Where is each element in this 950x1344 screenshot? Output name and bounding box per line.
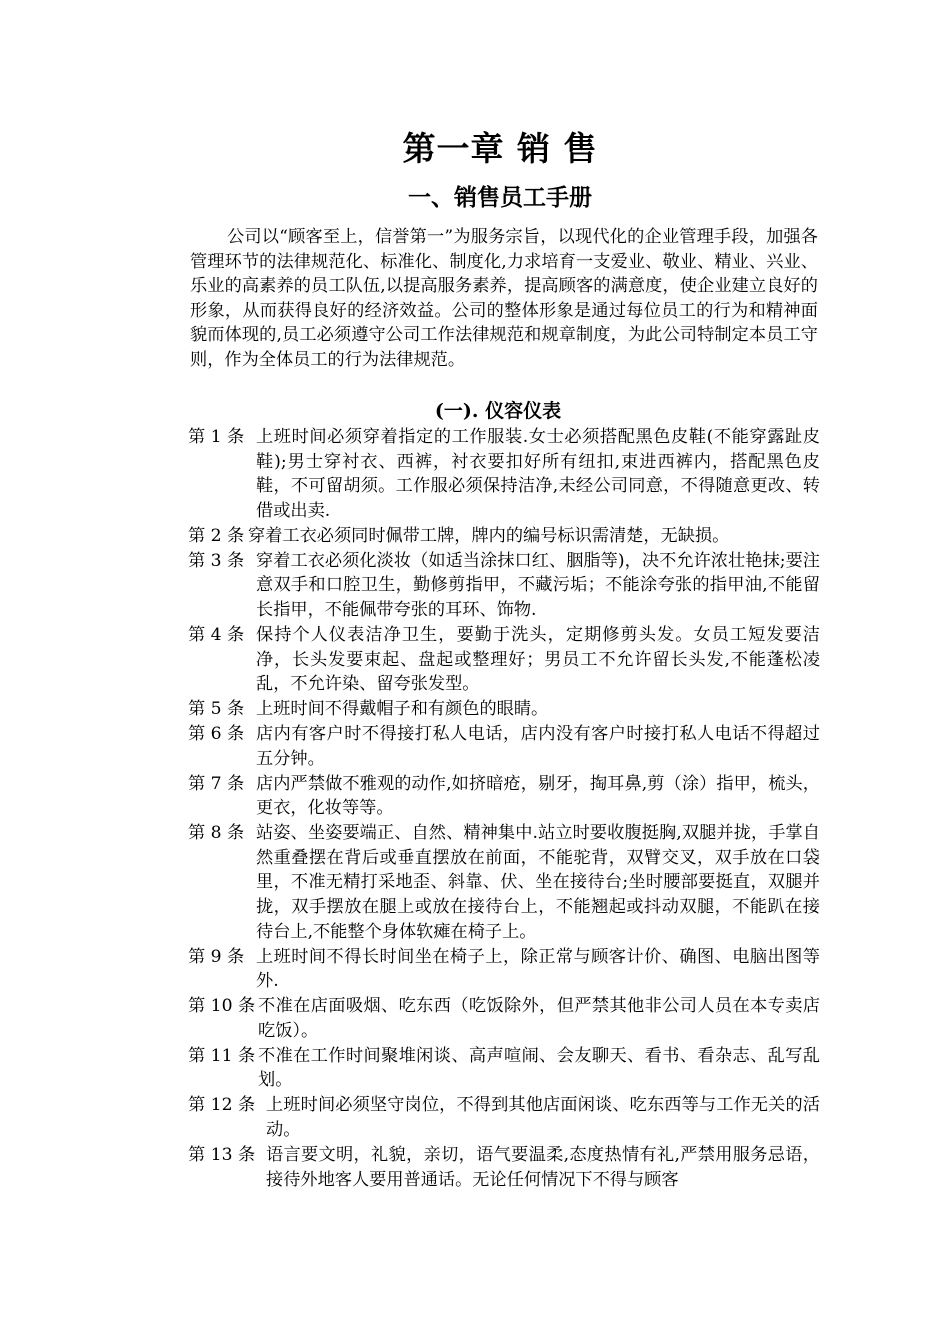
article-number: 第 5 条 (188, 699, 245, 720)
article-text: 店内有客户时不得接打私人电话，店内没有客户时接打私人电话不得超过五分钟。 (256, 724, 820, 769)
article-number: 第 4 条 (188, 624, 245, 645)
article-number: 第 2 条 (188, 525, 245, 546)
article-item (188, 722, 820, 771)
article-item (188, 1143, 820, 1192)
article-text: 站姿、坐姿要端正、自然、精神集中.站立时要收腹挺胸,双腿并拢，手掌自然重叠摆在背后或垂直摆放在前面，不能驼背，双臂交叉，双手放在口袋里，不准无精打采地歪、斜靠、伏、坐在接待台;坐时腰部要挺直，双腿并拢，双手摆放在腿上或放在接待台上，不能翘起或抖动双腿，不能趴在接待台上,不能整个身体软瘫在椅子上。 (256, 823, 820, 942)
article-text: 上班时间必须坚守岗位，不得到其他店面闲谈、吃东西等与工作无关的活动。 (266, 1095, 820, 1140)
article-number: 第 10 条 (188, 996, 256, 1017)
article-number: 第 13 条 (188, 1144, 256, 1165)
article-number: 第 7 条 (188, 773, 245, 794)
intro-paragraph: 公司以“顾客至上，信誉第一”为服务宗旨，以现代化的企业管理手段，加强各管理环节的法律规范化、标准化、制度化,力求培育一支爱业、敬业、精业、兴业、乐业的高素养的员工队伍,以提高服务素养，提高顾客的满意度，使企业建立良好的形象，从而获得良好的经济效益。公司的整体形象是通过每位员工的行为和精神面貌而体现的,员工必须遵守公司工作法律规范和规章制度，为此公司特制定本员工守则，作为全体员工的行为法律规范。 (190, 227, 818, 370)
article-list (188, 425, 820, 1192)
article-item (188, 1093, 820, 1142)
article-item (188, 425, 820, 523)
article-text: 上班时间必须穿着指定的工作服装.女士必须搭配黑色皮鞋(不能穿露趾皮鞋);男士穿衬衣、西裤，衬衣要扣好所有纽扣,束进西裤内，搭配黑色皮鞋，不可留胡须。工作服必须保持洁净,未经公司同意，不得随意更改、转借或出卖. (256, 427, 820, 521)
article-item (188, 945, 820, 994)
article-item (188, 821, 820, 944)
section-title: 一、销售员工手册 (408, 184, 592, 211)
article-item (188, 697, 820, 722)
article-number: 第 12 条 (188, 1095, 256, 1116)
article-number: 第 11 条 (188, 1045, 256, 1066)
article-item (188, 623, 820, 697)
article-number: 第 1 条 (188, 427, 245, 447)
article-number: 第 3 条 (188, 550, 245, 571)
article-item (188, 1044, 820, 1093)
article-text: 穿着工衣必须同时佩带工牌，牌内的编号标识需清楚，无缺损。 (248, 525, 730, 546)
article-text: 穿着工衣必须化淡妆（如适当涂抹口红、胭脂等)，决不允许浓壮艳抹;要注意双手和口腔卫生，勤修剪指甲，不藏污垢；不能涂夸张的指甲油,不能留长指甲，不能佩带夸张的耳环、饰物. (256, 550, 820, 620)
article-text: 上班时间不得戴帽子和有颜色的眼睛。 (256, 699, 549, 720)
article-number: 第 8 条 (188, 823, 245, 844)
article-text: 上班时间不得长时间坐在椅子上，除正常与顾客计价、确图、电脑出图等外. (256, 946, 820, 992)
article-number: 第 6 条 (188, 724, 245, 745)
article-text: 不准在工作时间聚堆闲谈、高声喧闹、会友聊天、看书、看杂志、乱写乱划。 (258, 1045, 820, 1091)
article-number: 第 9 条 (188, 946, 245, 967)
article-item (188, 549, 820, 623)
article-item (188, 772, 820, 821)
article-text: 语言要文明，礼貌，亲切，语气要温柔,态度热情有礼,严禁用服务忌语，接待外地客人要用普通话。无论任何情况下不得与顾客 (266, 1144, 820, 1190)
article-text: 不准在店面吸烟、吃东西（吃饭除外，但严禁其他非公司人员在本专卖店吃饭）。 (258, 996, 820, 1041)
article-text: 店内严禁做不雅观的动作,如挤暗疮，剔牙，掏耳鼻,剪（涂）指甲，梳头，更衣，化妆等等。 (256, 773, 820, 819)
subsection-title: (一). 仪容仪表 (434, 400, 562, 422)
chapter-title: 第一章 销 售 (402, 129, 598, 168)
article-item (188, 524, 820, 549)
article-item (188, 994, 820, 1043)
article-text: 保持个人仪表洁净卫生，要勤于洗头，定期修剪头发。女员工短发要洁净，长头发要束起、盘起或整理好；男员工不允许留长头发,不能蓬松凌乱，不允许染、留夸张发型。 (256, 624, 820, 695)
